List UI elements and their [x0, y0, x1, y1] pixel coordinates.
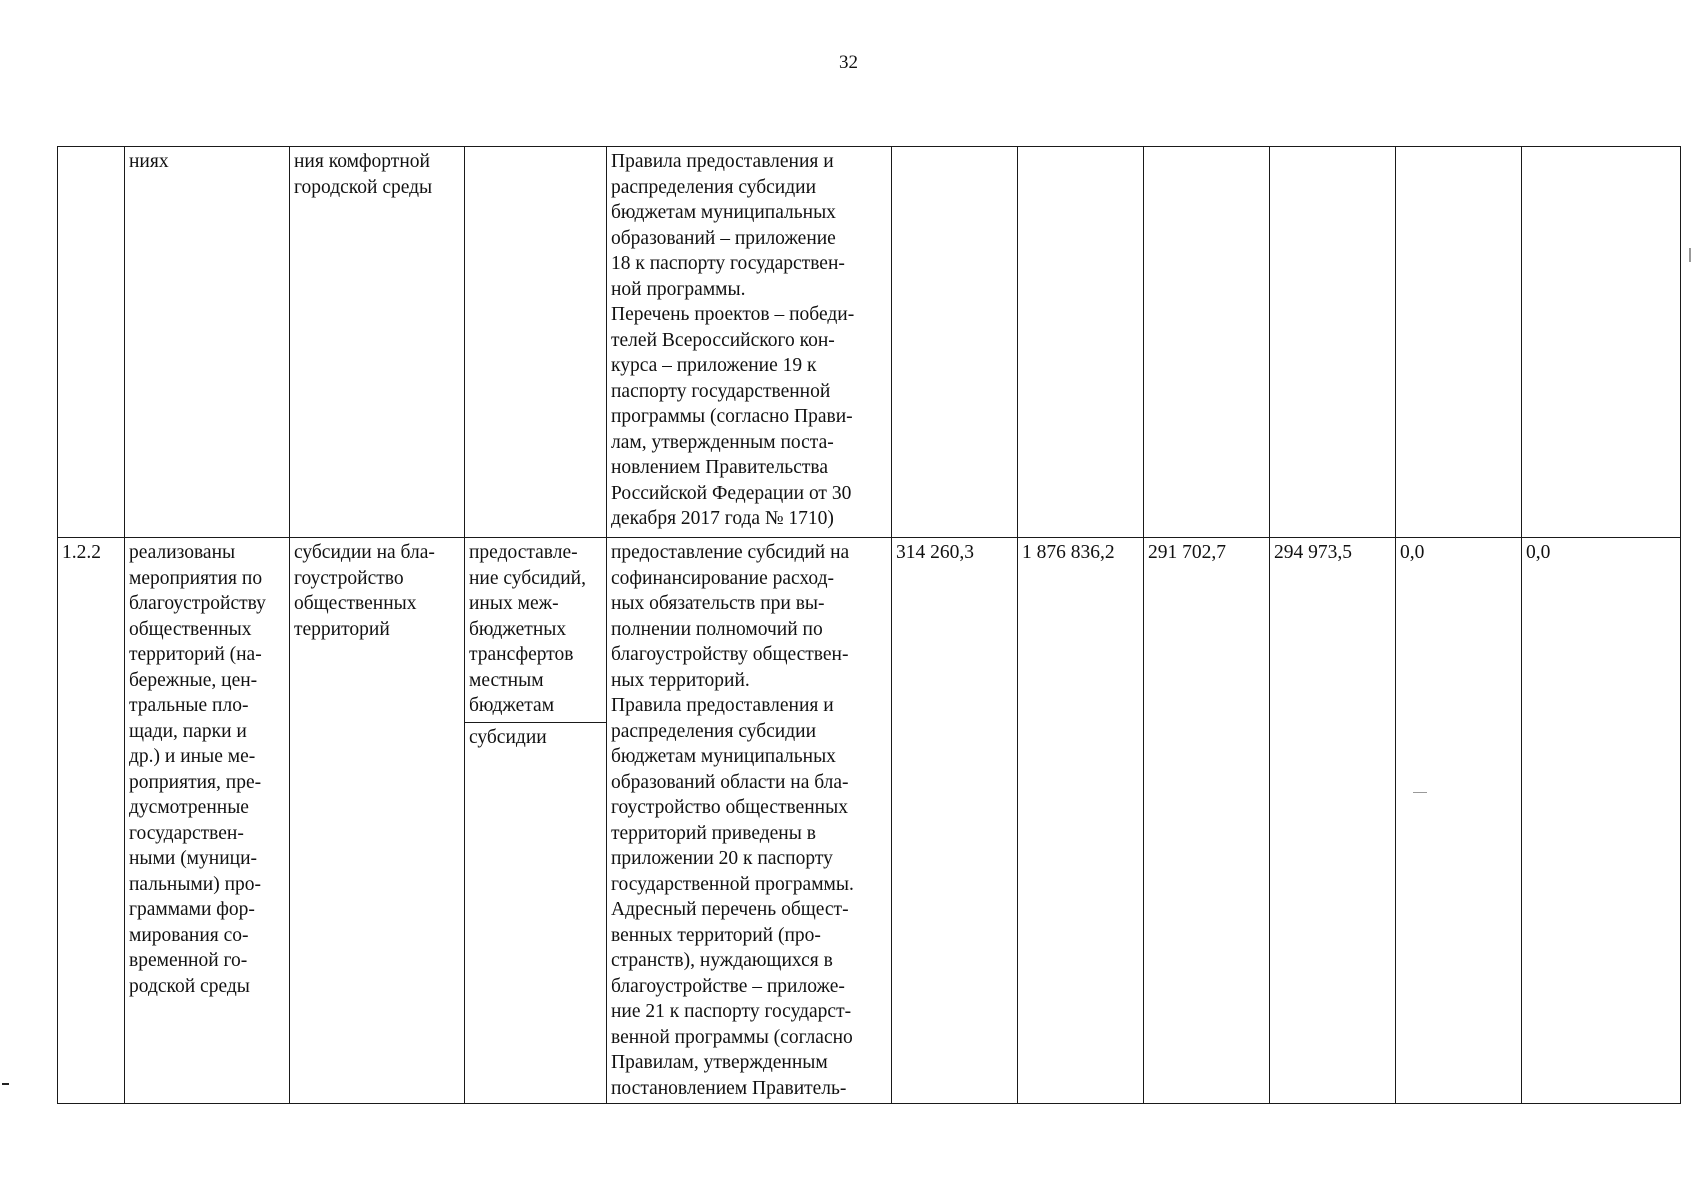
cell-value-1	[892, 147, 1018, 538]
cell-characteristic: субсидии на бла- гоустройство общественных территорий	[290, 538, 465, 1104]
cell-number	[58, 147, 125, 538]
cell-value-1: 314 260,3	[892, 538, 1018, 1104]
cell-result: ниях	[125, 147, 290, 538]
scan-speck	[1689, 248, 1691, 262]
cell-value-2	[1018, 147, 1144, 538]
page-number: 32	[839, 52, 858, 73]
table-row-continuation	[58, 147, 1681, 538]
cell-value-6: 0,0	[1522, 538, 1681, 1104]
cell-description: Правила предоставления и распределения субсидии бюджетам муниципальных образований – приложение 18 к паспорту государствен- ной программы. Перечень проектов – победи- телей Всероссийского кон- курса – приложение 19 к паспорту государственной программы (согласно Прави- лам, утвержденным поста- новлением Правительства Российской Федерации от 30 декабря 2017 года № 1710)	[607, 147, 892, 538]
cell-type-transfer: предоставле- ние субсидий, иных меж- бюджетных трансфертов местным бюджетам	[465, 538, 607, 723]
cell-value-3: 291 702,7	[1144, 538, 1270, 1104]
cell-value-4	[1270, 147, 1396, 538]
cell-description: предоставление субсидий на софинансирование расход- ных обязательств при вы- полнении полномочий по благоустройству обществен- ных территорий. Правила предоставления и распределения субсидии бюджетам муниципальных образований области на бла- гоустройство общественных территорий приведены в приложении 20 к паспорту государственной программы. Адресный перечень общест- венных территорий (про- странств), нуждающихся в благоустройстве – приложе- ние 21 к паспорту государст- венной программы (согласно Правилам, утвержденным постановлением Правитель-	[607, 538, 892, 1104]
cell-value-2: 1 876 836,2	[1018, 538, 1144, 1104]
cell-value-5	[1396, 147, 1522, 538]
scan-speck	[1413, 792, 1427, 793]
cell-type-subsidy: субсидии	[465, 723, 607, 1104]
cell-value-4: 294 973,5	[1270, 538, 1396, 1104]
cell-characteristic: ния комфортной городской среды	[290, 147, 465, 538]
cell-type	[465, 147, 607, 538]
scan-edge-mark	[2, 1083, 9, 1085]
cell-value-5: 0,0	[1396, 538, 1522, 1104]
cell-value-3	[1144, 147, 1270, 538]
cell-value-6	[1522, 147, 1681, 538]
program-table	[57, 146, 1681, 1104]
table-row-1-2-2	[58, 538, 1681, 723]
cell-number: 1.2.2	[58, 538, 125, 1104]
cell-result: реализованы мероприятия по благоустройству общественных территорий (на- бережные, цен- тральные пло- щади, парки и др.) и иные ме- роприятия, пре- дусмотренные государствен- ными (муници- пальными) про- граммами фор- мирования со- временной го- родской среды	[125, 538, 290, 1104]
